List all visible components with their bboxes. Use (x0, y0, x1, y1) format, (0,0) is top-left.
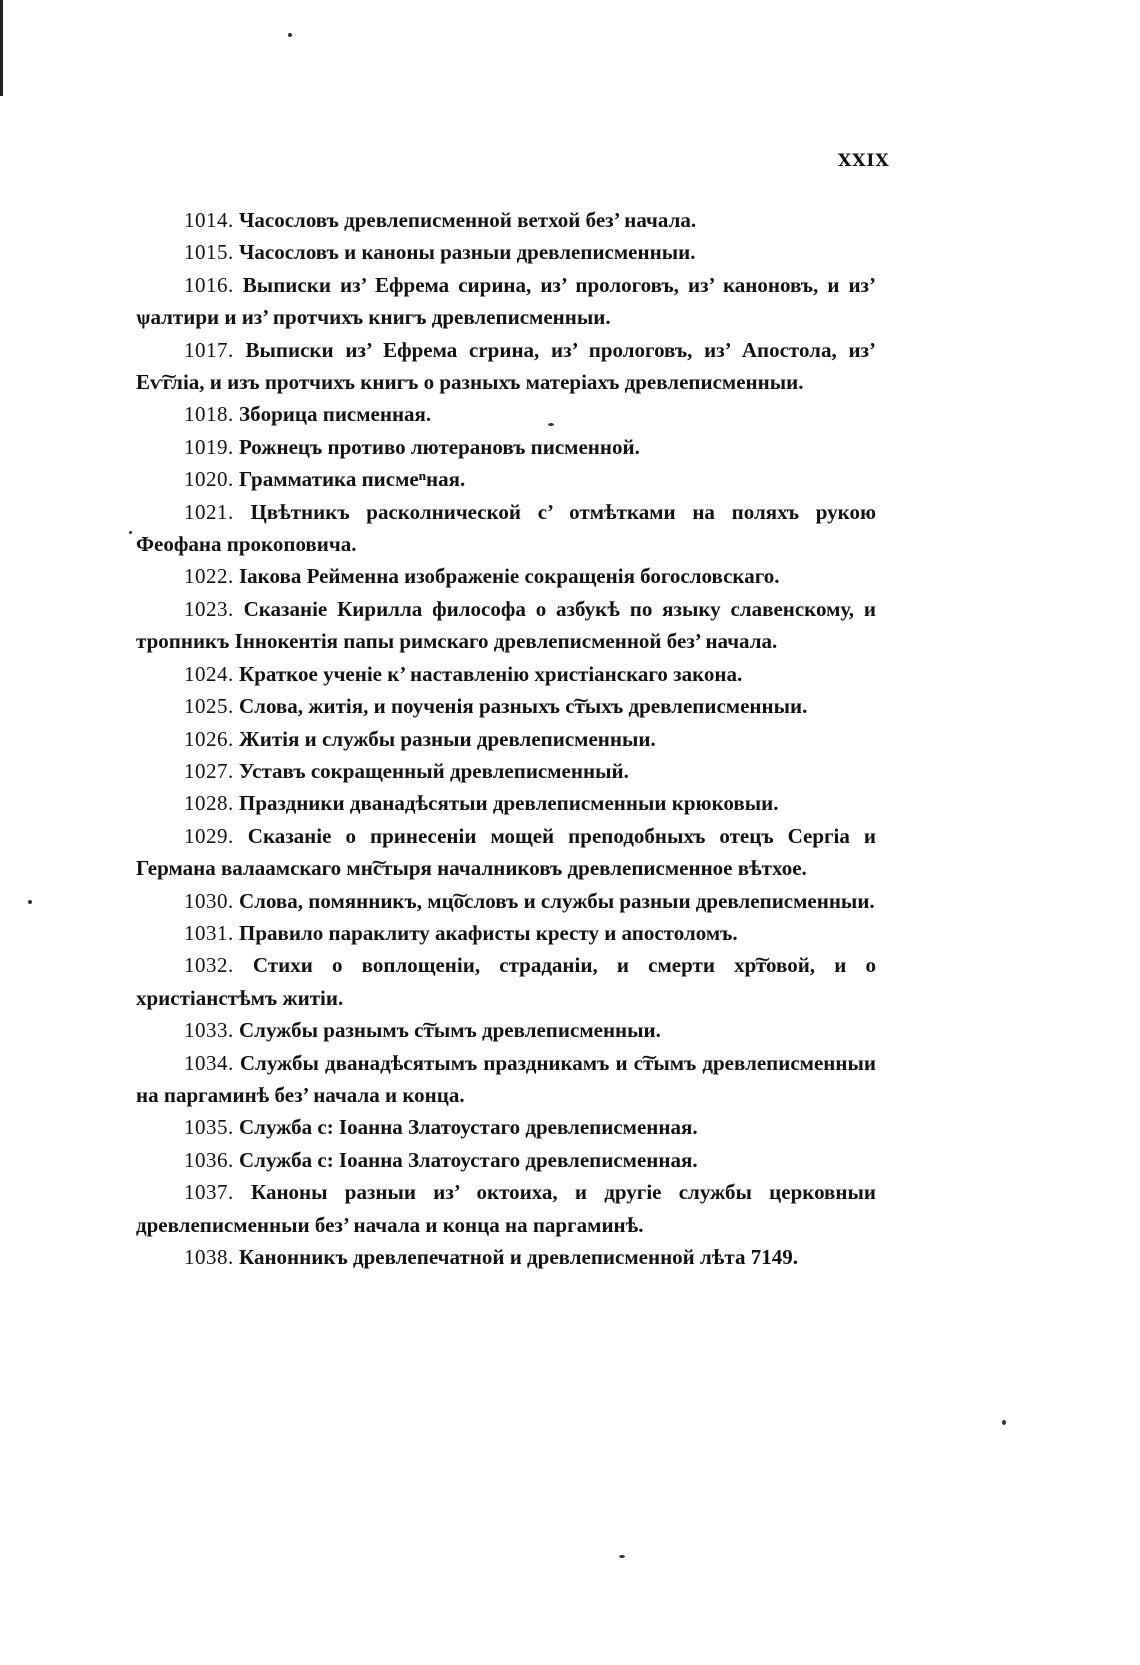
catalog-entry (136, 1241, 876, 1273)
catalog-entry (136, 463, 876, 495)
entry-text: Службы разнымъ с͠тымъ древлеписменныи. (239, 1018, 661, 1043)
scan-speck (129, 531, 132, 534)
entry-number: 1022. (184, 564, 234, 589)
catalog-entries (136, 204, 876, 1273)
entry-number: 1019. (184, 434, 234, 459)
scan-speck (288, 33, 292, 37)
entry-text: Краткое ученiе к’ наставленiю христiанскаго закона. (239, 661, 743, 686)
catalog-entry (136, 917, 876, 949)
entry-number: 1038. (184, 1245, 234, 1269)
catalog-entry (136, 787, 876, 819)
entry-text: Часословъ и каноны разныи древлеписменныи. (239, 240, 696, 265)
entry-number: 1026. (184, 726, 234, 751)
entry-number: 1034. (184, 1050, 234, 1075)
catalog-entry (136, 1176, 876, 1241)
entry-number: 1025. (184, 694, 234, 719)
entry-text: Службы дванадѣсятымъ праздникамъ и с͠тымъ древлеписменныи на паргаминѣ без’ начала и конца. (136, 1050, 877, 1107)
catalog-entry (136, 885, 876, 917)
entry-number: 1035. (184, 1115, 234, 1140)
catalog-entry (136, 496, 876, 561)
entry-text: Канонникъ древлепечатной и древлеписменной лѣта 7149. (239, 1245, 798, 1269)
catalog-entry (136, 269, 876, 334)
catalog-entry (136, 723, 876, 755)
catalog-entry (136, 690, 876, 722)
entry-number: 1018. (184, 402, 234, 427)
entry-text: Праздники дванадѣсятыи древлеписменныи крюковыи. (239, 791, 779, 816)
entry-number: 1031. (184, 920, 234, 945)
entry-number: 1030. (184, 888, 234, 913)
catalog-entry (136, 1111, 876, 1143)
entry-number: 1024. (184, 661, 234, 686)
entry-text: Часословъ древлеписменной ветхой без’ начала. (239, 208, 697, 232)
entry-number: 1014. (184, 208, 234, 232)
catalog-entry (136, 1014, 876, 1046)
catalog-entry (136, 398, 876, 430)
entry-number: 1036. (184, 1147, 234, 1172)
entry-text: Збoрица писменная. (239, 402, 432, 427)
catalog-entry (136, 949, 876, 1014)
entry-text: Житiя и службы разныи древлеписменныи. (239, 726, 656, 751)
entry-number: 1037. (184, 1180, 234, 1205)
entry-number: 1032. (184, 953, 234, 978)
entry-number: 1028. (184, 791, 234, 816)
entry-number: 1027. (184, 758, 234, 783)
entry-number: 1029. (184, 823, 234, 848)
entry-text: Выписки из’ Ефрема сирина, из’ прологовъ, из’ каноновъ, и из’ ѱалтири и из’ протчихъ книгъ древлеписменныи. (136, 272, 876, 330)
entry-text: Слова, помянникъ, мц͠ословъ и службы разныи древлеписменныи. (239, 888, 875, 913)
catalog-entry (136, 820, 876, 885)
catalog-entry (136, 658, 876, 690)
entry-text: Рожнецъ противо лютерановъ писменной. (239, 434, 640, 459)
entry-text: Уставъ сокращенный древлеписменный. (239, 758, 629, 783)
entry-number: 1017. (184, 337, 234, 362)
entry-number: 1023. (184, 596, 234, 621)
catalog-entry (136, 1047, 876, 1112)
entry-number: 1015. (184, 240, 234, 265)
entry-text: Служба с: Iоанна Златоустаго древлеписменная. (239, 1147, 698, 1172)
entry-text: Правило параклиту акафисты кресту и апостоломъ. (239, 920, 738, 945)
entry-text: Цвѣтникъ расколнической с’ отмѣтками на поляхъ рукою Феофана прокоповича. (136, 499, 877, 557)
entry-number: 1033. (184, 1018, 234, 1043)
entry-text: Iакова Рейменна изображенiе сокращенiя богословскаго. (239, 564, 780, 589)
entry-text: Выписки из’ Ефрема сrрина, из’ прологовъ, из’ Апостола, из’ Еѵ͠глiа, и изъ протчихъ книгъ о разныхъ матерiахъ древлеписменныи. (136, 337, 876, 395)
entry-text: Служба с: Iоанна Златоустаго древлеписменная. (239, 1115, 698, 1140)
catalog-entry (136, 236, 876, 268)
entry-number: 1020. (184, 467, 234, 492)
catalog-entry (136, 431, 876, 463)
entry-text: Каноны разныи из’ октоиха, и другiе службы церковныи древлеписменныи без’ начала и конца на паргаминѣ. (136, 1180, 876, 1237)
catalog-entry (136, 560, 876, 592)
catalog-entry (136, 1144, 876, 1176)
entry-text: Сказанiе о принесенiи мощей преподобныхъ отецъ Сергiа и Германа валаамскаго мн͠стыря началниковъ древлеписменное вѣтхое. (136, 823, 877, 881)
entry-number: 1021. (184, 499, 234, 524)
entry-text: Грамматика писмеⁿная. (239, 467, 466, 492)
scan-speck (1002, 1420, 1006, 1425)
entry-text: Стихи о воплощенiи, страданiи, и смерти хр͠товой, и о христiанстѣмъ житiи. (136, 953, 876, 1010)
entry-text: Сказанiе Кирилла философа о азбукѣ по языку славенскому, и тропникъ Iннокентiя папы римскаго древлеписменной без’ начала. (136, 596, 876, 654)
catalog-entry (136, 755, 876, 787)
entry-number: 1016. (184, 272, 234, 297)
catalog-entry (136, 334, 876, 399)
scan-speck (619, 1555, 625, 1558)
page-number: XXIX (838, 151, 890, 171)
scan-speck (28, 900, 32, 904)
entry-text: Слова, житiя, и поученiя разныхъ с͠тыхъ древлеписменныи. (239, 694, 808, 719)
scan-margin-line (0, 0, 3, 96)
catalog-entry (136, 593, 876, 658)
catalog-entry (136, 204, 876, 236)
